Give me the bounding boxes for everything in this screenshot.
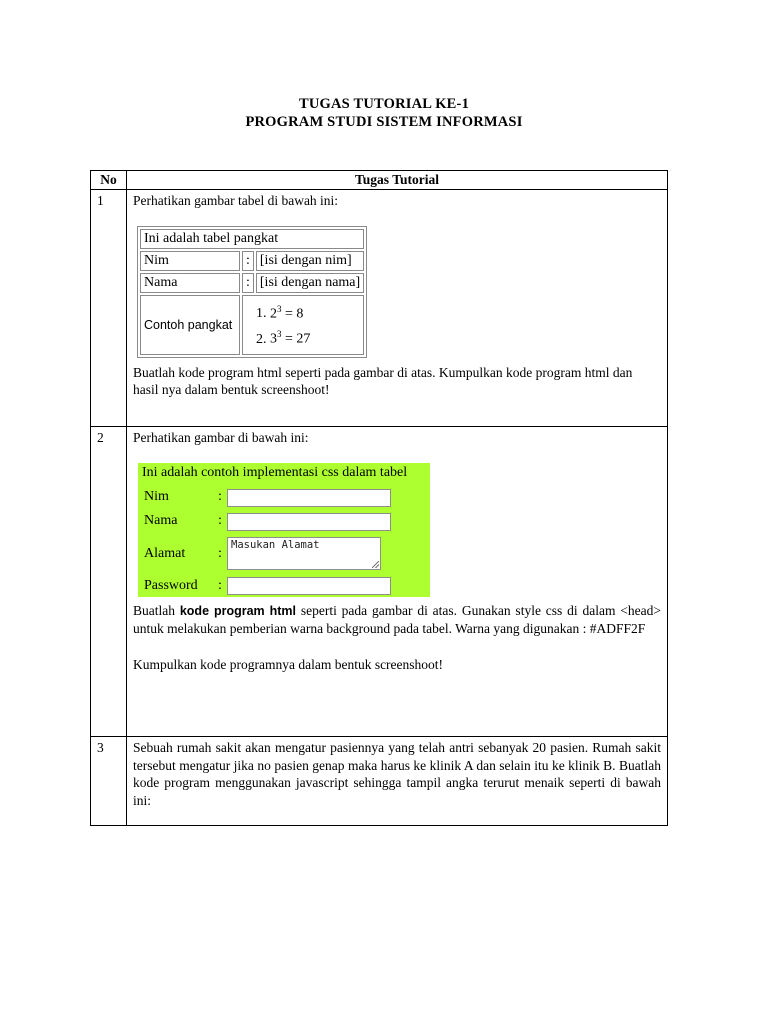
label-password: Password: [144, 577, 198, 593]
table-row: [91, 737, 668, 826]
alamat-placeholder: Masukan Alamat: [231, 538, 320, 551]
value-nim: [isi dengan nim]: [256, 251, 364, 271]
alamat-textarea[interactable]: [227, 537, 381, 570]
label-nim: Nim: [144, 488, 169, 504]
task-instruction: Buatlah kode program html seperti pada gambar di atas. Gunakan style css di dalam <head> untuk melakukan pemberian warna background pada tabel. Warna yang digunakan : #ADFF2F: [133, 602, 661, 636]
label-nama: Nama: [144, 512, 178, 528]
example-power-table: [137, 226, 367, 358]
task-number: 1: [91, 190, 127, 427]
task-intro: Perhatikan gambar tabel di bawah ini:: [133, 193, 339, 208]
task-content: [127, 190, 668, 427]
list-item: 1. $2^3 = 8$: [270, 299, 360, 325]
example-css-table: [138, 463, 430, 597]
header-task: Tugas Tutorial: [127, 171, 668, 190]
label-alamat: Alamat: [144, 545, 186, 561]
task-content: [127, 737, 668, 826]
table-row: [91, 190, 668, 427]
list-item: 2. $3^3 = 27$: [270, 324, 360, 350]
colon: :: [242, 273, 254, 293]
password-input[interactable]: [227, 577, 391, 595]
document-title: TUGAS TUTORIAL KE-1: [298, 96, 470, 112]
label-nim: Nim: [140, 251, 240, 271]
colon: :: [242, 251, 254, 271]
nim-input[interactable]: [227, 489, 391, 507]
power-list: [246, 299, 360, 350]
example-table-title: Ini adalah tabel pangkat: [140, 229, 364, 249]
task-number: 2: [91, 427, 127, 737]
task-instruction: Sebuah rumah sakit akan mengatur pasiennya yang telah antri sebanyak 20 pasien. Rumah sakit tersebut mengatur jika no pasien genap maka harus ke klinik A dan selain itu ke klinik B. Buatlah kode program menggunakan javascript sehingga tampil angka terurut menaik seperti di bawah ini:: [133, 740, 661, 808]
task-instruction: Buatlah kode program html seperti pada gambar di atas. Kumpulkan kode program html dan hasil nya dalam bentuk screenshoot!: [133, 364, 633, 397]
table-row: [91, 427, 668, 737]
header-no: No: [91, 171, 127, 190]
label-contoh-pangkat: Contoh pangkat: [140, 295, 240, 355]
task-number: 3: [91, 737, 127, 826]
document-subtitle: PROGRAM STUDI SISTEM INFORMASI: [245, 114, 523, 130]
task-intro: Perhatikan gambar di bawah ini:: [133, 430, 309, 445]
colon: :: [218, 488, 222, 504]
task-instruction-2: Kumpulkan kode programnya dalam bentuk screenshoot!: [133, 656, 444, 672]
resize-grip-icon[interactable]: [372, 561, 379, 568]
example-css-title: Ini adalah contoh implementasi css dalam tabel: [142, 464, 408, 480]
task-content: [127, 427, 668, 737]
label-nama: Nama: [140, 273, 240, 293]
table-header-row: [91, 171, 668, 190]
colon: :: [218, 512, 222, 528]
nama-input[interactable]: [227, 513, 391, 531]
tutorial-table: [90, 170, 668, 826]
colon: :: [218, 545, 222, 561]
power-list-cell: [242, 295, 364, 355]
value-nama: [isi dengan nama]: [256, 273, 364, 293]
colon: :: [218, 577, 222, 593]
